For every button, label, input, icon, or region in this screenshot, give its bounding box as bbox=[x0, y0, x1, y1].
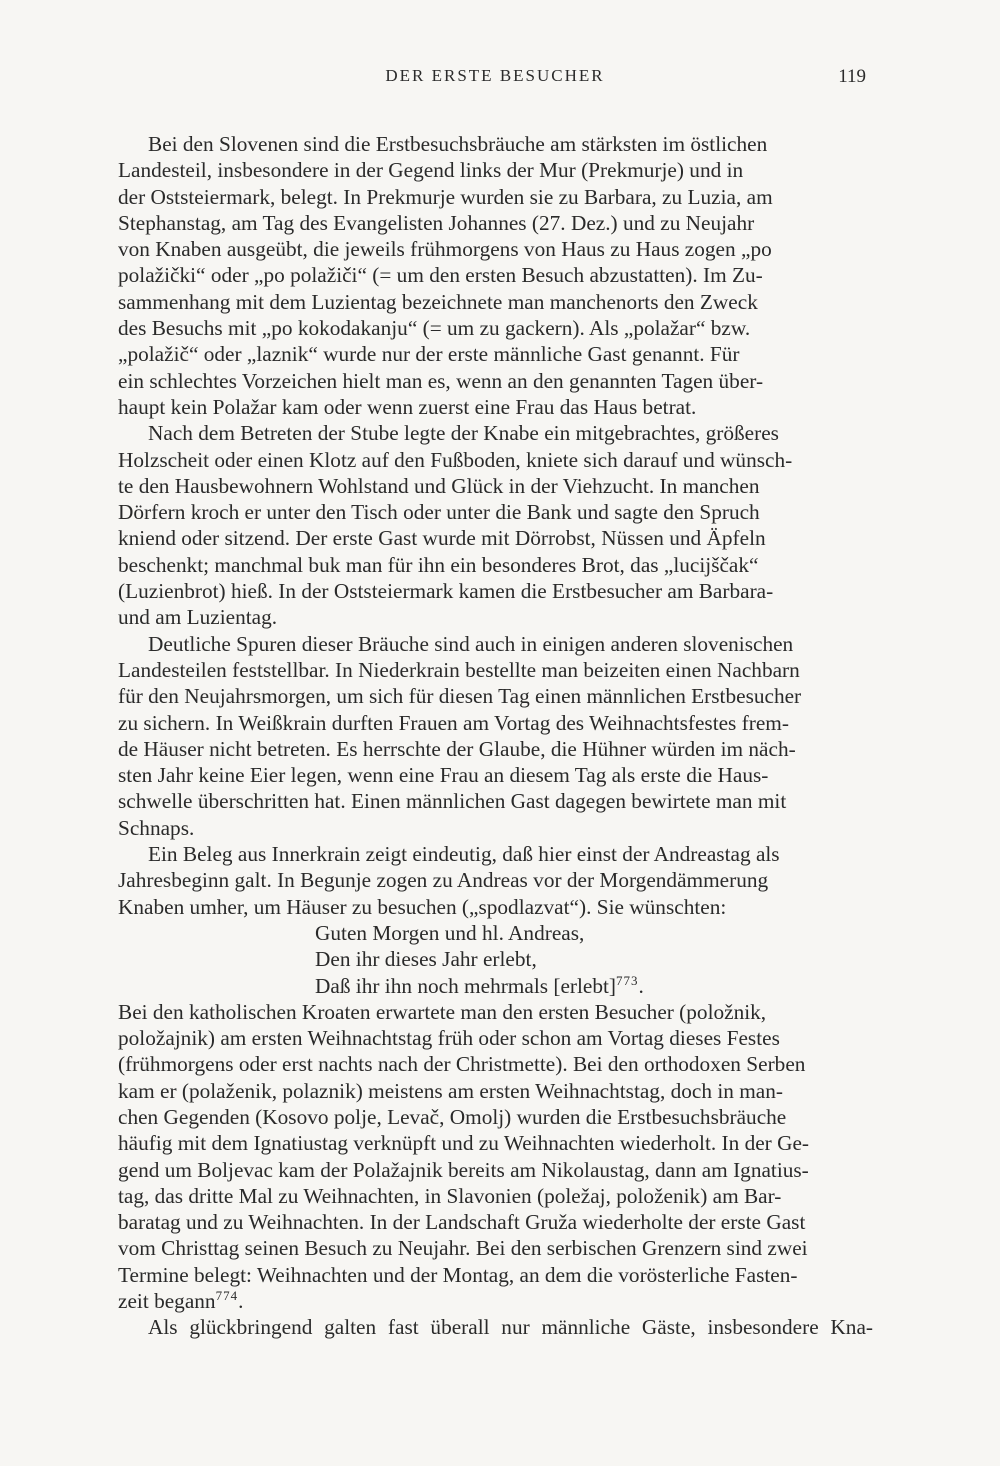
text-line: Dörfern kroch er unter den Tisch oder unter die Bank und sagte den Spruch bbox=[118, 500, 760, 525]
text-line: „polažič“ oder „laznik“ wurde nur der erste männliche Gast genannt. Für bbox=[118, 342, 740, 367]
text-line: te den Hausbewohnern Wohlstand und Glück in der Viehzucht. In manchen bbox=[118, 473, 760, 498]
verse-line: Guten Morgen und hl. Andreas, bbox=[315, 920, 585, 945]
text-line: schwelle überschritten hat. Einen männlichen Gast dagegen bewirtete man mit bbox=[118, 789, 787, 814]
text-line: Als glückbringend galten fast überall nur männliche Gäste, insbesondere Kna- bbox=[148, 1315, 873, 1340]
text-line: beschenkt; manchmal buk man für ihn ein besonderes Brot, das „lucijščak“ bbox=[118, 552, 759, 577]
text-line: der Oststeiermark, belegt. In Prekmurje wurden sie zu Barbara, zu Luzia, am bbox=[118, 184, 773, 209]
verse-line bbox=[315, 973, 873, 999]
paragraphs-before-verse bbox=[118, 131, 873, 920]
verse-quote bbox=[315, 920, 873, 999]
text-line: baratag und zu Weihnachten. In der Landschaft Gruža wiederholte der erste Gast bbox=[118, 1210, 806, 1235]
text-line: (frühmorgens oder erst nachts nach der Christmette). Bei den orthodoxen Serben bbox=[118, 1052, 806, 1077]
text-line: kniend oder sitzend. Der erste Gast wurde mit Dörrobst, Nüssen und Äpfeln bbox=[118, 526, 766, 551]
text-line: Holzscheit oder einen Klotz auf den Fußboden, kniete sich darauf und wünsch- bbox=[118, 447, 793, 472]
paragraph bbox=[118, 841, 873, 920]
text-line: Nach dem Betreten der Stube legte der Knabe ein mitgebrachtes, größeres bbox=[148, 421, 779, 446]
text-line: zu sichern. In Weißkrain durften Frauen am Vortag des Weihnachtsfestes frem- bbox=[118, 710, 789, 735]
body-text bbox=[118, 131, 873, 1341]
text-line: haupt kein Polažar kam oder wenn zuerst eine Frau das Haus betrat. bbox=[118, 394, 697, 419]
page-number: 119 bbox=[838, 66, 866, 87]
footnote-punct: . bbox=[638, 973, 644, 998]
footnote-punct: . bbox=[238, 1289, 244, 1314]
text-line: und am Luzientag. bbox=[118, 605, 278, 630]
paragraph bbox=[118, 131, 873, 420]
verse-line: Den ihr dieses Jahr erlebt, bbox=[315, 947, 537, 972]
page-header bbox=[118, 66, 872, 92]
text-line: kam er (polaženik, polaznik) meistens am ersten Weihnachtstag, doch in man- bbox=[118, 1078, 783, 1103]
text-line: für den Neujahrsmorgen, um sich für diesen Tag einen männlichen Erstbesucher bbox=[118, 684, 802, 709]
text-line: des Besuchs mit „po kokodakanju“ (= um zu gackern). Als „polažar“ bzw. bbox=[118, 316, 751, 341]
text-line: von Knaben ausgeübt, die jeweils frühmorgens von Haus zu Haus zogen „po bbox=[118, 237, 772, 262]
text-line: häufig mit dem Ignatiustag verknüpft und zu Weihnachten wiederholt. In der Ge- bbox=[118, 1131, 810, 1156]
footnote-ref: 774 bbox=[215, 1288, 239, 1304]
text-line: sammenhang mit dem Luzientag bezeichnete man manchenorts den Zweck bbox=[118, 289, 758, 314]
text-line: vom Christtag seinen Besuch zu Neujahr. Bei den serbischen Grenzern sind zwei bbox=[118, 1236, 808, 1261]
paragraph bbox=[118, 631, 873, 841]
text-line: Bei den katholischen Kroaten erwartete man den ersten Besucher (položnik, bbox=[118, 999, 767, 1024]
text-line: ein schlechtes Vorzeichen hielt man es, wenn an den genannten Tagen über- bbox=[118, 368, 764, 393]
text-line: položajnik) am ersten Weihnachtstag früh oder schon am Vortag dieses Festes bbox=[118, 1026, 780, 1051]
text-line: de Häuser nicht betreten. Es herrschte der Glaube, die Hühner würden im näch- bbox=[118, 736, 796, 761]
text-line: chen Gegenden (Kosovo polje, Levač, Omolj) wurden die Erstbesuchsbräuche bbox=[118, 1104, 787, 1129]
text-line: Bei den Slovenen sind die Erstbesuchsbräuche am stärksten im östlichen bbox=[148, 132, 768, 156]
text-line: (Luzienbrot) hieß. In der Oststeiermark kamen die Erstbesucher am Barbara- bbox=[118, 579, 774, 604]
text-line: Schnaps. bbox=[118, 815, 195, 840]
verse-line-text: Daß ihr ihn noch mehrmals [erlebt] bbox=[315, 973, 617, 998]
text-line: Landesteilen feststellbar. In Niederkrain bestellte man beizeiten einen Nachbarn bbox=[118, 657, 800, 682]
text-line: Deutliche Spuren dieser Bräuche sind auch in einigen anderen slovenischen bbox=[148, 631, 794, 656]
text-line: sten Jahr keine Eier legen, wenn eine Frau an diesem Tag als erste die Haus- bbox=[118, 763, 769, 788]
text-line: Knaben umher, um Häuser zu besuchen („spodlazvat“). Sie wünschten: bbox=[118, 894, 727, 919]
text-line: polažički“ oder „po polažiči“ (= um den ersten Besuch abzustatten). Im Zu- bbox=[118, 263, 763, 288]
running-title: DER ERSTE BESUCHER bbox=[385, 66, 605, 85]
paragraph-final bbox=[118, 1314, 873, 1340]
paragraph bbox=[118, 420, 873, 630]
text-line: gend um Boljevac kam der Polažajnik bereits am Nikolaustag, dann am Ignatius- bbox=[118, 1157, 809, 1182]
text-line: Landesteil, insbesondere in der Gegend links der Mur (Prekmurje) und in bbox=[118, 158, 744, 183]
footnote-ref: 773 bbox=[616, 972, 639, 988]
text-line: tag, das dritte Mal zu Weihnachten, in Slavonien (poležaj, položenik) am Bar- bbox=[118, 1183, 782, 1208]
text-line: Termine belegt: Weihnachten und der Montag, an dem die vorösterliche Fasten- bbox=[118, 1262, 798, 1287]
text-line: Jahresbeginn galt. In Begunje zogen zu Andreas vor der Morgendämmerung bbox=[118, 868, 769, 893]
text-line: Stephanstag, am Tag des Evangelisten Johannes (27. Dez.) und zu Neujahr bbox=[118, 210, 755, 235]
paragraph-croats-serbs bbox=[118, 999, 873, 1315]
text-line: Ein Beleg aus Innerkrain zeigt eindeutig, daß hier einst der Andreastag als bbox=[148, 842, 780, 867]
text-line: zeit begann bbox=[118, 1289, 216, 1314]
